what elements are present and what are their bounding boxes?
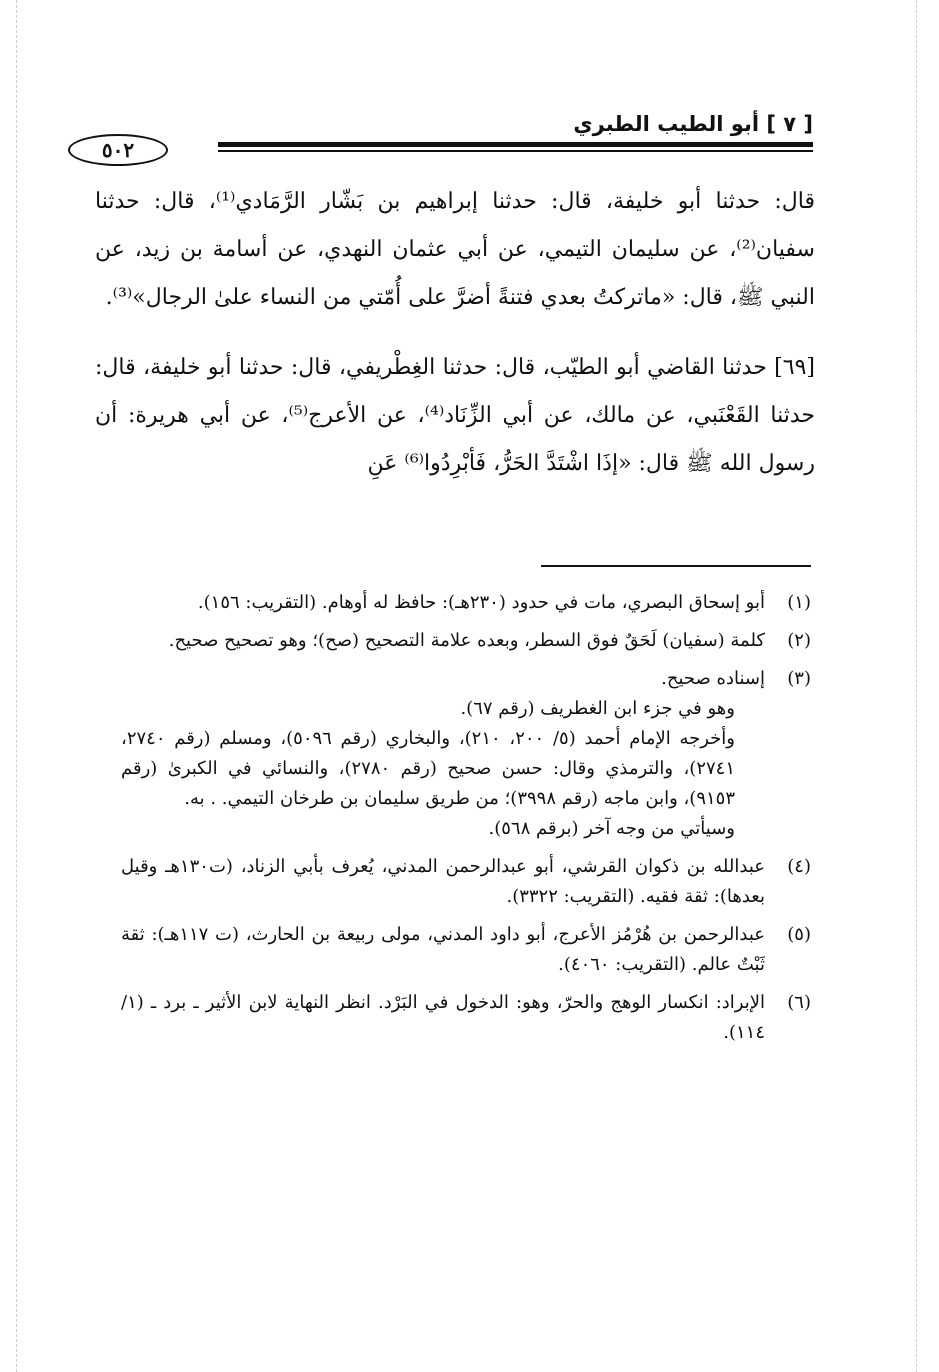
footnote-text: الإبراد: انكسار الوهج والحرّ، وهو: الدخول في البَرْد. انظر النهاية لابن الأثير ـ برد ـ (١/ ١١٤).	[121, 992, 765, 1043]
margin-guide-right	[916, 0, 917, 1372]
footnote-number: (١)	[787, 592, 811, 613]
footnote-5	[121, 920, 811, 980]
main-text	[95, 178, 815, 488]
margin-guide-left	[16, 0, 17, 1372]
body-paragraph-2: [٦٩] حدثنا القاضي أبو الطيّب، قال: حدثنا الغِطْريفي، قال: حدثنا أبو خليفة، قال: حدثنا القَعْنَبي، عن مالك، عن أبي الزِّنَاد⁽⁴⁾، عن الأعرج⁽⁵⁾، عن أبي هريرة: أن رسول الله ﷺ قال: «إذَا اشْتَدَّ الحَرُّ، فَأبْرِدُوا⁽⁶⁾ عَنِ	[95, 355, 815, 476]
footnote-text: أبو إسحاق البصري، مات في حدود (٢٣٠هـ): حافظ له أوهام. (التقريب: ١٥٦).	[197, 592, 765, 613]
footnote-text: إسناده صحيح.	[661, 668, 765, 689]
footnote-text: عبدالله بن ذكوان القرشي، أبو عبدالرحمن المدني، يُعرف بأبي الزناد، (ت١٣٠هـ وقيل بعدها): ثقة فقيه. (التقريب: ٣٣٢٢).	[121, 856, 765, 907]
footnotes	[121, 588, 811, 1056]
footnote-6	[121, 988, 811, 1048]
footnote-separator	[541, 565, 811, 567]
footnote-3	[121, 664, 811, 844]
footnote-number: (٣)	[787, 668, 811, 689]
header-rule-thick	[218, 142, 813, 147]
page-header	[68, 104, 813, 164]
footnote-number: (٥)	[787, 924, 811, 945]
footnote-text: كلمة (سفيان) لَحَقٌ فوق السطر، وبعده علامة التصحيح (صح)؛ وهو تصحيح صحيح.	[168, 630, 765, 651]
header-rule-thin	[218, 150, 813, 152]
body-paragraph-1: قال: حدثنا أبو خليفة، قال: حدثنا إبراهيم بن بَشّار الرَّمَادي⁽¹⁾، قال: حدثنا سفيان⁽²⁾، عن سليمان التيمي، عن أبي عثمان النهدي، عن أسامة بن زيد، عن النبي ﷺ، قال: «ماتركتُ بعدي فتنةً أضرَّ على أُمّتي من النساء علىٰ الرجال»⁽³⁾.	[95, 189, 816, 310]
running-title: [ ٧ ] أبو الطيب الطبري	[573, 112, 813, 136]
footnote-text: وهو في جزء ابن الغطريف (رقم ٦٧).	[460, 698, 735, 719]
footnote-text: وأخرجه الإمام أحمد (٥/ ٢٠٠، ٢١٠)، والبخاري (رقم ٥٠٩٦)، ومسلم (رقم ٢٧٤٠، ٢٧٤١)، والترمذي وقال: حسن صحيح (رقم ٢٧٨٠)، والنسائي في الكبرىٰ (رقم ٩١٥٣)، وابن ماجه (رقم ٣٩٩٨)؛ من طريق سليمان بن طرخان التيمي. . به.	[121, 728, 735, 809]
footnote-text: عبدالرحمن بن هُرْمُز الأعرج، أبو داود المدني، مولى ربيعة بن الحارث، (ت ١١٧هـ): ثقة ثَبْتٌ عالم. (التقريب: ٤٠٦٠).	[121, 924, 765, 975]
page-number: ٥٠٢	[68, 134, 168, 166]
page-number-ornament	[68, 134, 168, 164]
footnote-1	[121, 588, 811, 618]
footnote-number: (٤)	[787, 856, 811, 877]
footnote-number: (٢)	[787, 630, 811, 651]
footnote-text: وسيأتي من وجه آخر (برقم ٥٦٨).	[488, 818, 735, 839]
footnote-4	[121, 852, 811, 912]
footnote-2	[121, 626, 811, 656]
footnote-number: (٦)	[787, 992, 811, 1013]
